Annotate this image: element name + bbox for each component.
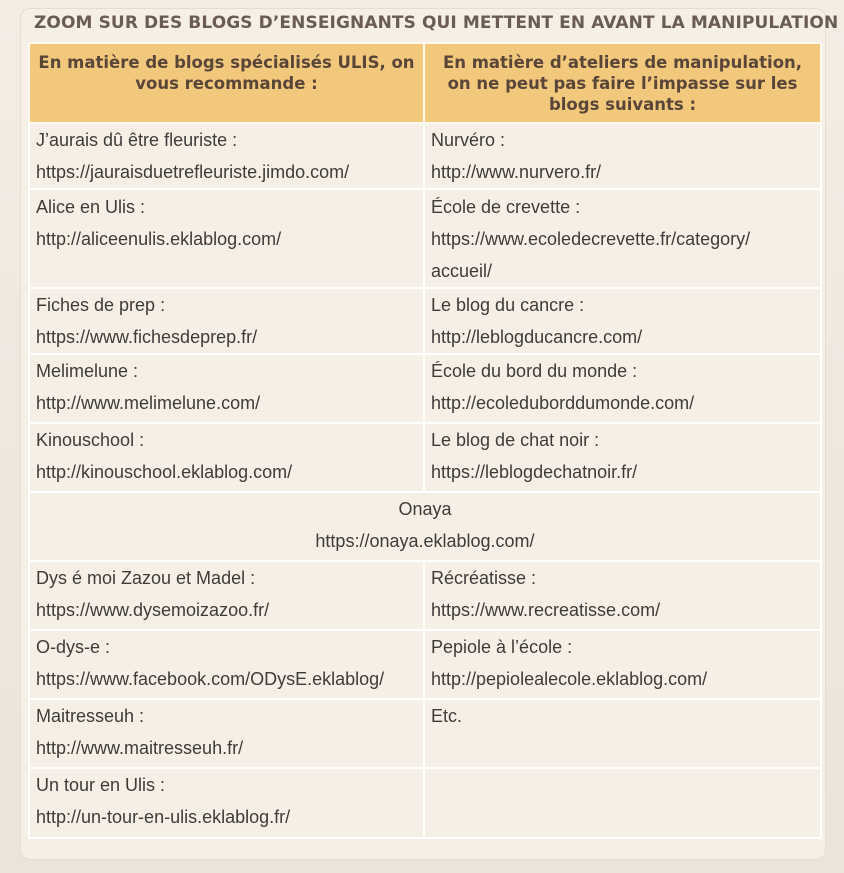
blog-url: http://www.maitresseuh.fr/ <box>36 738 244 758</box>
blog-entry <box>424 423 821 492</box>
etc-text: Etc. <box>431 706 463 726</box>
table-header-row <box>29 43 821 123</box>
blog-url: http://pepiolealecole.eklablog.com/ <box>431 669 708 689</box>
blog-entry <box>29 288 424 354</box>
blog-url: http://kinouschool.eklablog.com/ <box>36 462 293 482</box>
blog-url: http://aliceenulis.eklablog.com/ <box>36 229 282 249</box>
table-row <box>29 189 821 288</box>
blog-name: Onaya <box>398 499 452 519</box>
blog-entry <box>29 123 424 189</box>
blog-entry <box>29 354 424 423</box>
table-row <box>29 423 821 492</box>
blog-url: http://ecoleduborddumonde.com/ <box>431 393 695 413</box>
blog-name: Le blog du cancre : <box>431 295 585 315</box>
blog-entry-etc <box>424 699 821 768</box>
blog-name: Récréatisse : <box>431 568 537 588</box>
blog-entry <box>29 768 424 838</box>
blog-url: https://leblogdechatnoir.fr/ <box>431 462 638 482</box>
header-manipulation: En matière d’ateliers de manipulation, on ne peut pas faire l’impasse sur les blogs suivants : <box>424 43 821 123</box>
blog-url: https://www.fichesdeprep.fr/ <box>36 327 258 347</box>
blog-url: https://www.facebook.com/ODysE.eklablog/ <box>36 669 385 689</box>
blog-url: http://leblogducancre.com/ <box>431 327 643 347</box>
blog-name: Le blog de chat noir : <box>431 430 600 450</box>
blog-entry <box>29 561 424 630</box>
blog-url: http://www.melimelune.com/ <box>36 393 261 413</box>
blog-url-line-1: https://www.ecoledecrevette.fr/category/ <box>431 229 751 249</box>
table-row <box>29 288 821 354</box>
blog-url: https://www.dysemoizazoo.fr/ <box>36 600 270 620</box>
blog-url: https://www.recreatisse.com/ <box>431 600 661 620</box>
table-row <box>29 699 821 768</box>
empty-cell <box>424 768 821 838</box>
blog-entry <box>424 189 821 288</box>
header-ulis: En matière de blogs spécialisés ULIS, on vous recommande : <box>29 43 424 123</box>
blog-name: Melimelune : <box>36 361 139 381</box>
table-row <box>29 768 821 838</box>
blog-name: O-dys-e : <box>36 637 111 657</box>
blog-name: J’aurais dû être fleuriste : <box>36 130 238 150</box>
table-row <box>29 561 821 630</box>
blog-name: Dys é moi Zazou et Madel : <box>36 568 256 588</box>
blog-url-line-2: accueil/ <box>431 261 493 281</box>
blog-entry <box>424 288 821 354</box>
table-row <box>29 354 821 423</box>
blog-name: Kinouschool : <box>36 430 145 450</box>
blog-entry <box>424 630 821 699</box>
blog-url: http://www.nurvero.fr/ <box>431 162 602 182</box>
blog-url: https://onaya.eklablog.com/ <box>315 531 535 551</box>
table-row <box>29 630 821 699</box>
blog-entry <box>424 123 821 189</box>
blog-entry <box>424 561 821 630</box>
blog-url: http://un-tour-en-ulis.eklablog.fr/ <box>36 807 291 827</box>
blog-name: Pepiole à l’école : <box>431 637 573 657</box>
blog-name: École de crevette : <box>431 197 581 217</box>
blog-entry <box>424 354 821 423</box>
blog-name: École du bord du monde : <box>431 361 638 381</box>
blog-url: https://jauraisduetrefleuriste.jimdo.com/ <box>36 162 350 182</box>
section-title: ZOOM SUR DES BLOGS D’ENSEIGNANTS QUI METTENT EN AVANT LA MANIPULATION <box>34 13 839 33</box>
blog-name: Fiches de prep : <box>36 295 166 315</box>
blog-name: Nurvéro : <box>431 130 506 150</box>
blog-entry <box>29 630 424 699</box>
blog-entry <box>29 699 424 768</box>
blog-name: Un tour en Ulis : <box>36 775 166 795</box>
table-row <box>29 492 821 561</box>
blog-entry <box>29 189 424 288</box>
blogs-table <box>28 42 822 839</box>
blog-entry <box>29 423 424 492</box>
blog-name: Maitresseuh : <box>36 706 145 726</box>
table-row <box>29 123 821 189</box>
blog-entry-shared <box>29 492 821 561</box>
blog-name: Alice en Ulis : <box>36 197 146 217</box>
